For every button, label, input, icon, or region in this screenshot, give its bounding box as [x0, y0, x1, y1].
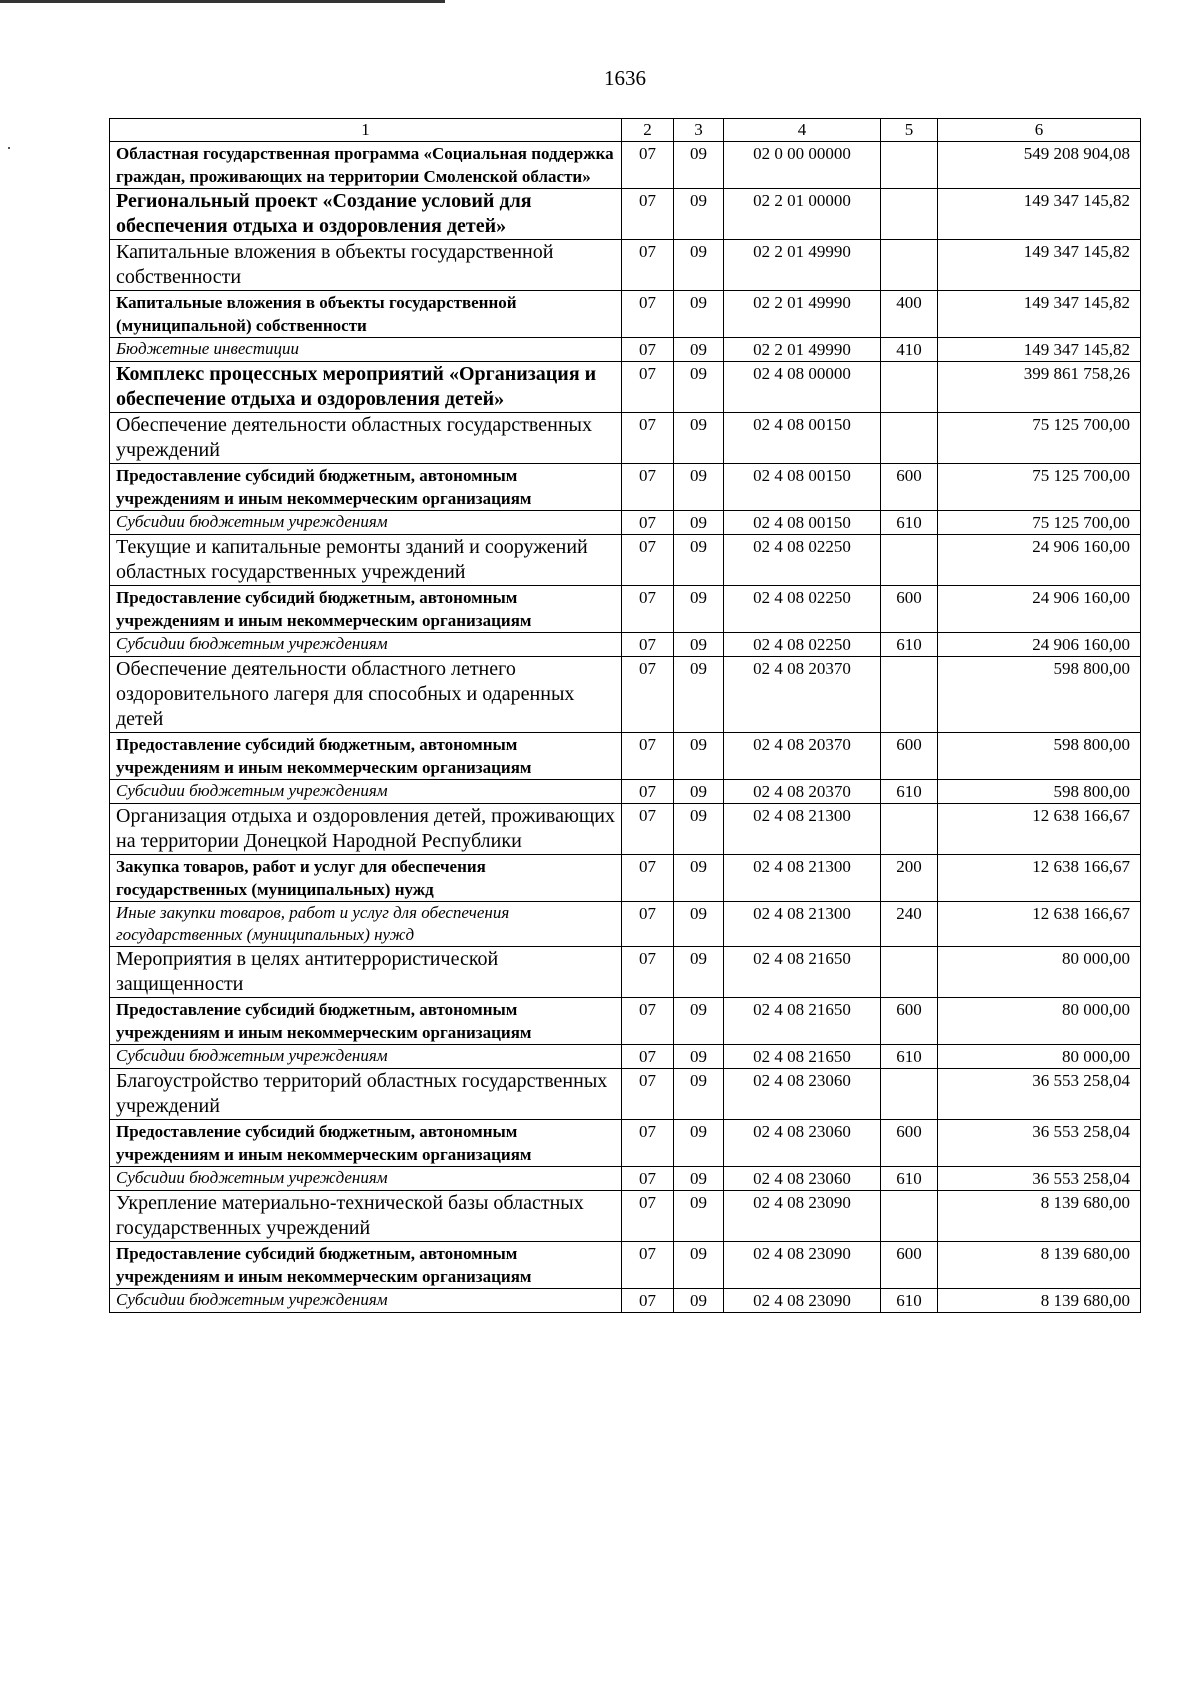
subsection-code-cell: 09 — [674, 998, 724, 1045]
row-name-cell: Предоставление субсидий бюджетным, автономным учреждениям и иным некоммерческим организациям — [110, 1120, 622, 1167]
target-article-cell: 02 4 08 02250 — [724, 586, 881, 633]
subsection-code-cell: 09 — [674, 362, 724, 413]
subsection-code-cell: 09 — [674, 780, 724, 804]
section-code-cell: 07 — [622, 338, 674, 362]
subsection-code-cell: 09 — [674, 142, 724, 189]
expense-type-cell: 610 — [881, 633, 938, 657]
amount-cell: 8 139 680,00 — [938, 1289, 1141, 1313]
subsection-code-cell: 09 — [674, 413, 724, 464]
section-code-cell: 07 — [622, 804, 674, 855]
amount-cell: 24 906 160,00 — [938, 586, 1141, 633]
table-row — [110, 633, 1141, 657]
subsection-code-cell: 09 — [674, 733, 724, 780]
amount-cell: 149 347 145,82 — [938, 240, 1141, 291]
subsection-code-cell: 09 — [674, 1120, 724, 1167]
amount-cell: 75 125 700,00 — [938, 413, 1141, 464]
expense-type-cell: 600 — [881, 733, 938, 780]
amount-cell: 598 800,00 — [938, 780, 1141, 804]
row-name-cell: Субсидии бюджетным учреждениям — [110, 633, 622, 657]
expense-type-cell: 600 — [881, 586, 938, 633]
column-header: 3 — [674, 119, 724, 142]
row-name-cell: Благоустройство территорий областных государственных учреждений — [110, 1069, 622, 1120]
section-code-cell: 07 — [622, 189, 674, 240]
table-row — [110, 413, 1141, 464]
target-article-cell: 02 4 08 23060 — [724, 1069, 881, 1120]
row-name-cell: Мероприятия в целях антитеррористической защищенности — [110, 947, 622, 998]
table-row — [110, 947, 1141, 998]
subsection-code-cell: 09 — [674, 902, 724, 947]
subsection-code-cell: 09 — [674, 1191, 724, 1242]
budget-table-body — [110, 119, 1141, 1313]
row-name-cell: Обеспечение деятельности областных государственных учреждений — [110, 413, 622, 464]
target-article-cell: 02 2 01 49990 — [724, 240, 881, 291]
row-name-cell: Обеспечение деятельности областного летнего оздоровительного лагеря для способных и одаренных детей — [110, 657, 622, 733]
expense-type-cell: 600 — [881, 1120, 938, 1167]
table-row — [110, 1120, 1141, 1167]
table-row — [110, 535, 1141, 586]
amount-cell: 75 125 700,00 — [938, 511, 1141, 535]
table-row — [110, 1069, 1141, 1120]
table-row — [110, 1242, 1141, 1289]
target-article-cell: 02 4 08 21300 — [724, 804, 881, 855]
row-name-cell: Субсидии бюджетным учреждениям — [110, 511, 622, 535]
section-code-cell: 07 — [622, 633, 674, 657]
section-code-cell: 07 — [622, 142, 674, 189]
column-header: 6 — [938, 119, 1141, 142]
table-row — [110, 1191, 1141, 1242]
row-name-cell: Комплекс процессных мероприятий «Организация и обеспечение отдыха и оздоровления детей» — [110, 362, 622, 413]
amount-cell: 24 906 160,00 — [938, 535, 1141, 586]
subsection-code-cell: 09 — [674, 338, 724, 362]
subsection-code-cell: 09 — [674, 1167, 724, 1191]
expense-type-cell — [881, 657, 938, 733]
row-name-cell: Капитальные вложения в объекты государственной (муниципальной) собственности — [110, 291, 622, 338]
expense-type-cell: 610 — [881, 780, 938, 804]
section-code-cell: 07 — [622, 855, 674, 902]
subsection-code-cell: 09 — [674, 1045, 724, 1069]
row-name-cell: Предоставление субсидий бюджетным, автономным учреждениям и иным некоммерческим организациям — [110, 1242, 622, 1289]
expense-type-cell: 240 — [881, 902, 938, 947]
expense-type-cell — [881, 142, 938, 189]
table-row — [110, 464, 1141, 511]
amount-cell: 80 000,00 — [938, 947, 1141, 998]
row-name-cell: Областная государственная программа «Социальная поддержка граждан, проживающих на территории Смоленской области» — [110, 142, 622, 189]
row-name-cell: Предоставление субсидий бюджетным, автономным учреждениям и иным некоммерческим организациям — [110, 464, 622, 511]
target-article-cell: 02 4 08 21650 — [724, 998, 881, 1045]
target-article-cell: 02 4 08 23060 — [724, 1167, 881, 1191]
amount-cell: 8 139 680,00 — [938, 1242, 1141, 1289]
expense-type-cell — [881, 413, 938, 464]
expense-type-cell: 610 — [881, 1289, 938, 1313]
row-name-cell: Организация отдыха и оздоровления детей, проживающих на территории Донецкой Народной Республики — [110, 804, 622, 855]
subsection-code-cell: 09 — [674, 657, 724, 733]
section-code-cell: 07 — [622, 1242, 674, 1289]
amount-cell: 80 000,00 — [938, 1045, 1141, 1069]
table-row — [110, 240, 1141, 291]
section-code-cell: 07 — [622, 1045, 674, 1069]
table-row — [110, 780, 1141, 804]
subsection-code-cell: 09 — [674, 633, 724, 657]
expense-type-cell: 600 — [881, 464, 938, 511]
expense-type-cell — [881, 1191, 938, 1242]
row-name-cell: Предоставление субсидий бюджетным, автономным учреждениям и иным некоммерческим организациям — [110, 998, 622, 1045]
target-article-cell: 02 4 08 02250 — [724, 633, 881, 657]
amount-cell: 12 638 166,67 — [938, 804, 1141, 855]
table-row — [110, 804, 1141, 855]
row-name-cell: Закупка товаров, работ и услуг для обеспечения государственных (муниципальных) нужд — [110, 855, 622, 902]
expense-type-cell: 600 — [881, 998, 938, 1045]
table-row — [110, 1167, 1141, 1191]
column-header: 4 — [724, 119, 881, 142]
column-header: 5 — [881, 119, 938, 142]
budget-table — [109, 118, 1141, 1313]
section-code-cell: 07 — [622, 586, 674, 633]
expense-type-cell — [881, 804, 938, 855]
expense-type-cell — [881, 947, 938, 998]
row-name-cell: Укрепление материально-технической базы областных государственных учреждений — [110, 1191, 622, 1242]
expense-type-cell: 610 — [881, 1167, 938, 1191]
row-name-cell: Бюджетные инвестиции — [110, 338, 622, 362]
target-article-cell: 02 4 08 21300 — [724, 855, 881, 902]
section-code-cell: 07 — [622, 362, 674, 413]
table-row — [110, 855, 1141, 902]
table-row — [110, 511, 1141, 535]
row-name-cell: Текущие и капитальные ремонты зданий и сооружений областных государственных учреждений — [110, 535, 622, 586]
amount-cell: 36 553 258,04 — [938, 1167, 1141, 1191]
amount-cell: 598 800,00 — [938, 657, 1141, 733]
subsection-code-cell: 09 — [674, 240, 724, 291]
amount-cell: 12 638 166,67 — [938, 855, 1141, 902]
scan-artifact-line — [0, 0, 445, 3]
row-name-cell: Субсидии бюджетным учреждениям — [110, 780, 622, 804]
table-row — [110, 338, 1141, 362]
table-row — [110, 1289, 1141, 1313]
amount-cell: 149 347 145,82 — [938, 189, 1141, 240]
section-code-cell: 07 — [622, 1167, 674, 1191]
table-row — [110, 586, 1141, 633]
subsection-code-cell: 09 — [674, 511, 724, 535]
subsection-code-cell: 09 — [674, 855, 724, 902]
section-code-cell: 07 — [622, 1120, 674, 1167]
amount-cell: 24 906 160,00 — [938, 633, 1141, 657]
column-header-row — [110, 119, 1141, 142]
table-row — [110, 902, 1141, 947]
column-header: 2 — [622, 119, 674, 142]
row-name-cell: Субсидии бюджетным учреждениям — [110, 1045, 622, 1069]
amount-cell: 36 553 258,04 — [938, 1069, 1141, 1120]
row-name-cell: Предоставление субсидий бюджетным, автономным учреждениям и иным некоммерческим организациям — [110, 733, 622, 780]
section-code-cell: 07 — [622, 291, 674, 338]
table-row — [110, 362, 1141, 413]
target-article-cell: 02 4 08 23090 — [724, 1289, 881, 1313]
subsection-code-cell: 09 — [674, 1289, 724, 1313]
target-article-cell: 02 4 08 00000 — [724, 362, 881, 413]
section-code-cell: 07 — [622, 733, 674, 780]
amount-cell: 75 125 700,00 — [938, 464, 1141, 511]
page-number: 1636 — [604, 66, 646, 90]
section-code-cell: 07 — [622, 413, 674, 464]
subsection-code-cell: 09 — [674, 1069, 724, 1120]
expense-type-cell: 610 — [881, 511, 938, 535]
subsection-code-cell: 09 — [674, 464, 724, 511]
target-article-cell: 02 4 08 00150 — [724, 413, 881, 464]
section-code-cell: 07 — [622, 780, 674, 804]
target-article-cell: 02 4 08 02250 — [724, 535, 881, 586]
subsection-code-cell: 09 — [674, 1242, 724, 1289]
row-name-cell: Предоставление субсидий бюджетным, автономным учреждениям и иным некоммерческим организациям — [110, 586, 622, 633]
expense-type-cell: 200 — [881, 855, 938, 902]
table-row — [110, 291, 1141, 338]
expense-type-cell — [881, 535, 938, 586]
target-article-cell: 02 4 08 20370 — [724, 780, 881, 804]
section-code-cell: 07 — [622, 535, 674, 586]
amount-cell: 149 347 145,82 — [938, 338, 1141, 362]
subsection-code-cell: 09 — [674, 947, 724, 998]
target-article-cell: 02 4 08 20370 — [724, 733, 881, 780]
target-article-cell: 02 4 08 00150 — [724, 511, 881, 535]
amount-cell: 12 638 166,67 — [938, 902, 1141, 947]
expense-type-cell — [881, 189, 938, 240]
table-row — [110, 1045, 1141, 1069]
subsection-code-cell: 09 — [674, 189, 724, 240]
row-name-cell: Региональный проект «Создание условий для обеспечения отдыха и оздоровления детей» — [110, 189, 622, 240]
table-row — [110, 657, 1141, 733]
amount-cell: 80 000,00 — [938, 998, 1141, 1045]
amount-cell: 149 347 145,82 — [938, 291, 1141, 338]
section-code-cell: 07 — [622, 657, 674, 733]
target-article-cell: 02 4 08 21650 — [724, 1045, 881, 1069]
subsection-code-cell: 09 — [674, 535, 724, 586]
target-article-cell: 02 2 01 49990 — [724, 338, 881, 362]
expense-type-cell: 600 — [881, 1242, 938, 1289]
expense-type-cell — [881, 362, 938, 413]
subsection-code-cell: 09 — [674, 291, 724, 338]
section-code-cell: 07 — [622, 464, 674, 511]
section-code-cell: 07 — [622, 1289, 674, 1313]
expense-type-cell: 410 — [881, 338, 938, 362]
target-article-cell: 02 4 08 21650 — [724, 947, 881, 998]
column-header: 1 — [110, 119, 622, 142]
expense-type-cell: 400 — [881, 291, 938, 338]
target-article-cell: 02 4 08 00150 — [724, 464, 881, 511]
target-article-cell: 02 4 08 23090 — [724, 1242, 881, 1289]
section-code-cell: 07 — [622, 511, 674, 535]
target-article-cell: 02 4 08 21300 — [724, 902, 881, 947]
row-name-cell: Субсидии бюджетным учреждениям — [110, 1289, 622, 1313]
expense-type-cell: 610 — [881, 1045, 938, 1069]
subsection-code-cell: 09 — [674, 586, 724, 633]
expense-type-cell — [881, 240, 938, 291]
section-code-cell: 07 — [622, 240, 674, 291]
section-code-cell: 07 — [622, 998, 674, 1045]
target-article-cell: 02 4 08 23060 — [724, 1120, 881, 1167]
row-name-cell: Иные закупки товаров, работ и услуг для обеспечения государственных (муниципальных) нужд — [110, 902, 622, 947]
section-code-cell: 07 — [622, 1069, 674, 1120]
target-article-cell: 02 0 00 00000 — [724, 142, 881, 189]
target-article-cell: 02 4 08 23090 — [724, 1191, 881, 1242]
subsection-code-cell: 09 — [674, 804, 724, 855]
table-row — [110, 142, 1141, 189]
section-code-cell: 07 — [622, 947, 674, 998]
amount-cell: 549 208 904,08 — [938, 142, 1141, 189]
section-code-cell: 07 — [622, 1191, 674, 1242]
amount-cell: 399 861 758,26 — [938, 362, 1141, 413]
row-name-cell: Капитальные вложения в объекты государственной собственности — [110, 240, 622, 291]
amount-cell: 36 553 258,04 — [938, 1120, 1141, 1167]
expense-type-cell — [881, 1069, 938, 1120]
table-row — [110, 733, 1141, 780]
target-article-cell: 02 4 08 20370 — [724, 657, 881, 733]
section-code-cell: 07 — [622, 902, 674, 947]
target-article-cell: 02 2 01 49990 — [724, 291, 881, 338]
row-name-cell: Субсидии бюджетным учреждениям — [110, 1167, 622, 1191]
table-row — [110, 998, 1141, 1045]
table-row — [110, 189, 1141, 240]
target-article-cell: 02 2 01 00000 — [724, 189, 881, 240]
amount-cell: 8 139 680,00 — [938, 1191, 1141, 1242]
amount-cell: 598 800,00 — [938, 733, 1141, 780]
scan-artifact-dot — [8, 147, 10, 149]
